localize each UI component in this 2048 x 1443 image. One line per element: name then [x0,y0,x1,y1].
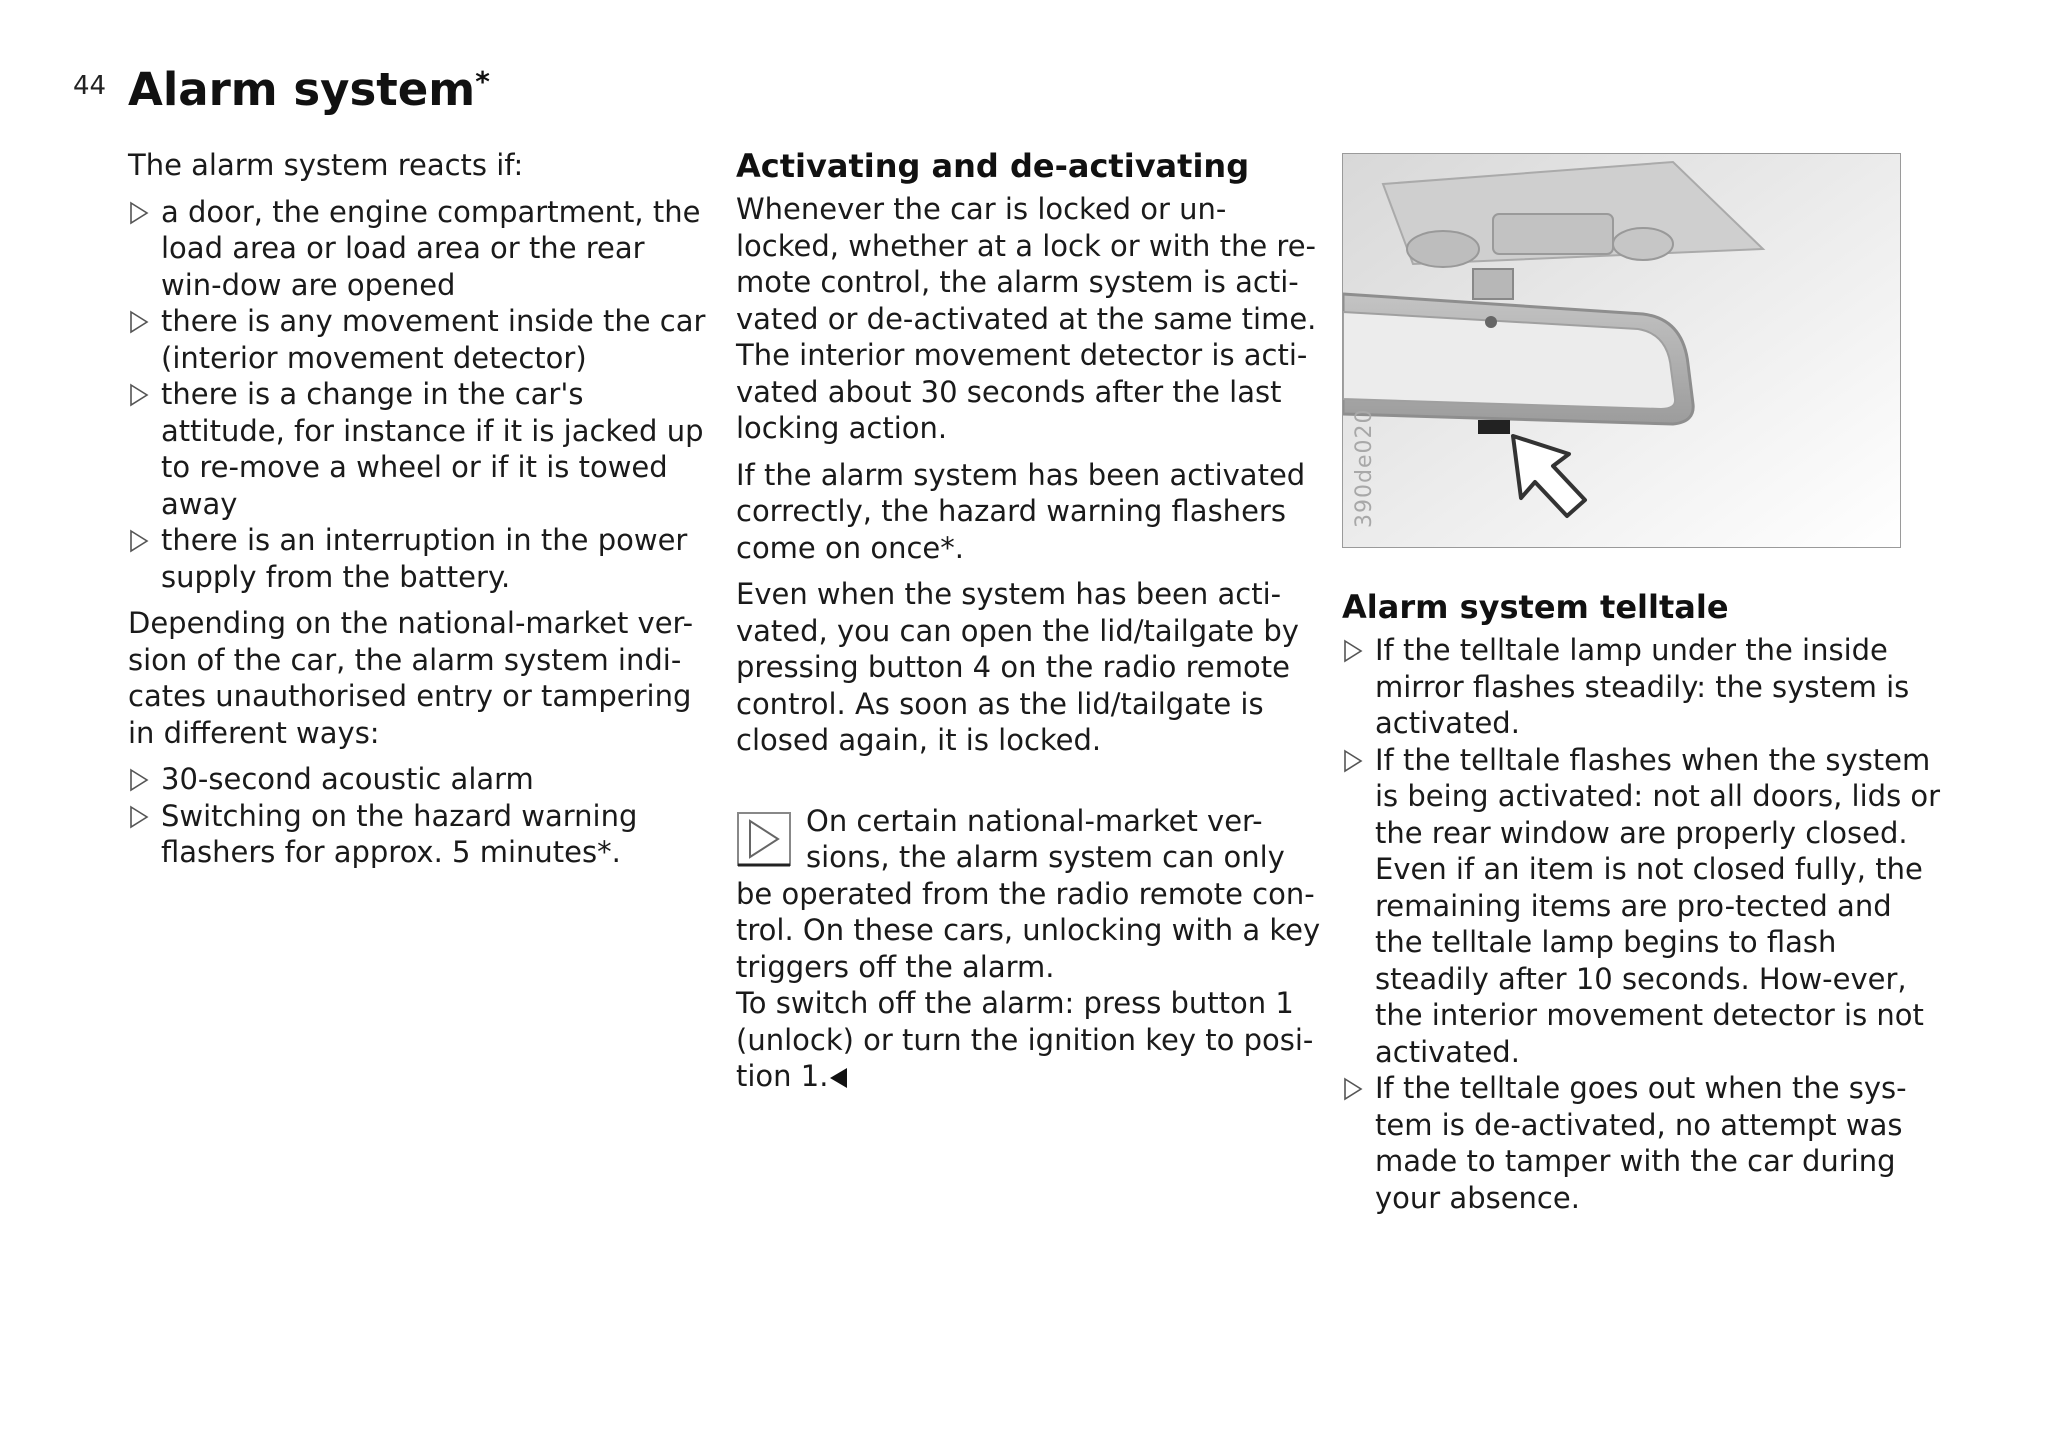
note-block [736,803,1326,1095]
paragraph: Even when the system has been acti-vated, you can open the lid/tailgate by pressing button 4 on the radio remote control. As soon as the lid/tailgate is closed again, it is locked. [736,577,1299,757]
list-item-text: there is an interruption in the power supply from the battery. [161,523,688,594]
bullet-triangle-icon [128,805,150,829]
section-heading-activating: Activating and de-activating [736,147,1250,185]
bullet-triangle-icon [128,383,150,407]
list-item [1342,1070,1942,1216]
list-item [128,194,708,304]
bullet-triangle-icon [1342,639,1364,663]
list-item-text: a door, the engine compartment, the load area or load area or the rear win-dow are opened [161,194,701,302]
bullet-triangle-icon [128,310,150,334]
note-text-2-content: To switch off the alarm: press button 1 (unlock) or turn the ignition key to posi-tion 1. [736,986,1314,1093]
intro-text: The alarm system reacts if: [128,148,524,182]
depending-text: Depending on the national-market ver-sion of the car, the alarm system indi-cates unauthorised entry or tampering in different ways: [128,606,694,750]
bullet-triangle-icon [128,201,150,225]
ways-list [128,761,708,871]
reacts-list [128,194,708,596]
column-2 [736,147,1326,1095]
note-text-2 [736,985,1326,1095]
paragraph: If the alarm system has been activated correctly, the hazard warning flashers come on once*. [736,457,1306,565]
mirror-figure [1342,153,1901,548]
list-item [1342,742,1942,1071]
bullet-triangle-icon [128,529,150,553]
paragraph: Whenever the car is locked or un-locked, whether at a lock or with the re-mote control, the alarm system is acti-vated or de-activated at the same time. The interior movement detector is acti-vated about 30 seconds after the last locking action. [736,192,1317,445]
end-mark-icon [830,1068,847,1088]
list-item [128,761,708,798]
optional-equipment-mark: * [475,65,490,98]
list-item-text: there is a change in the car's attitude, for instance if it is jacked up to re-move a wheel or if it is towed away [161,377,704,521]
list-item [1342,632,1942,742]
list-item-text: If the telltale flashes when the system is being activated: not all doors, lids or the rear window are properly closed. Even if an item is not closed fully, the remaining items are pro-tected and the telltale lamp begins to flash steadily after 10 seconds. How-ever, the interior movement detector is not activated. [1375,742,1941,1069]
note-text: On certain national-market ver-sions, the alarm system can only be operated from the radio remote con-trol. On these cars, unlocking with a key triggers off the alarm. [736,803,1321,984]
page-title-text: Alarm system [128,63,476,116]
telltale-list [1342,632,1942,1216]
note-play-icon [736,811,792,867]
page-title [128,54,490,118]
figure-code-label: 390de020 [1352,408,1377,528]
list-item-text: If the telltale lamp under the inside mirror flashes steadily: the system is activated. [1375,633,1910,740]
section-heading-telltale: Alarm system telltale [1342,588,1729,626]
list-item-text: there is any movement inside the car (interior movement detector) [161,304,706,375]
list-item [128,303,708,376]
list-item-text: Switching on the hazard warning flashers for approx. 5 minutes*. [161,798,638,869]
bullet-triangle-icon [1342,1077,1364,1101]
list-item-text: If the telltale goes out when the sys-tem is de-activated, no attempt was made to tamper with the car during your absence. [1375,1071,1907,1215]
page-number: 44 [73,71,107,101]
bullet-triangle-icon [1342,749,1364,773]
column-1 [128,147,708,881]
column-3 [1342,588,1942,1226]
list-item [128,376,708,522]
mirror-illustration [1343,154,1900,547]
list-item [128,798,708,871]
bullet-triangle-icon [128,768,150,792]
list-item-text: 30-second acoustic alarm [161,762,534,796]
list-item [128,522,708,595]
